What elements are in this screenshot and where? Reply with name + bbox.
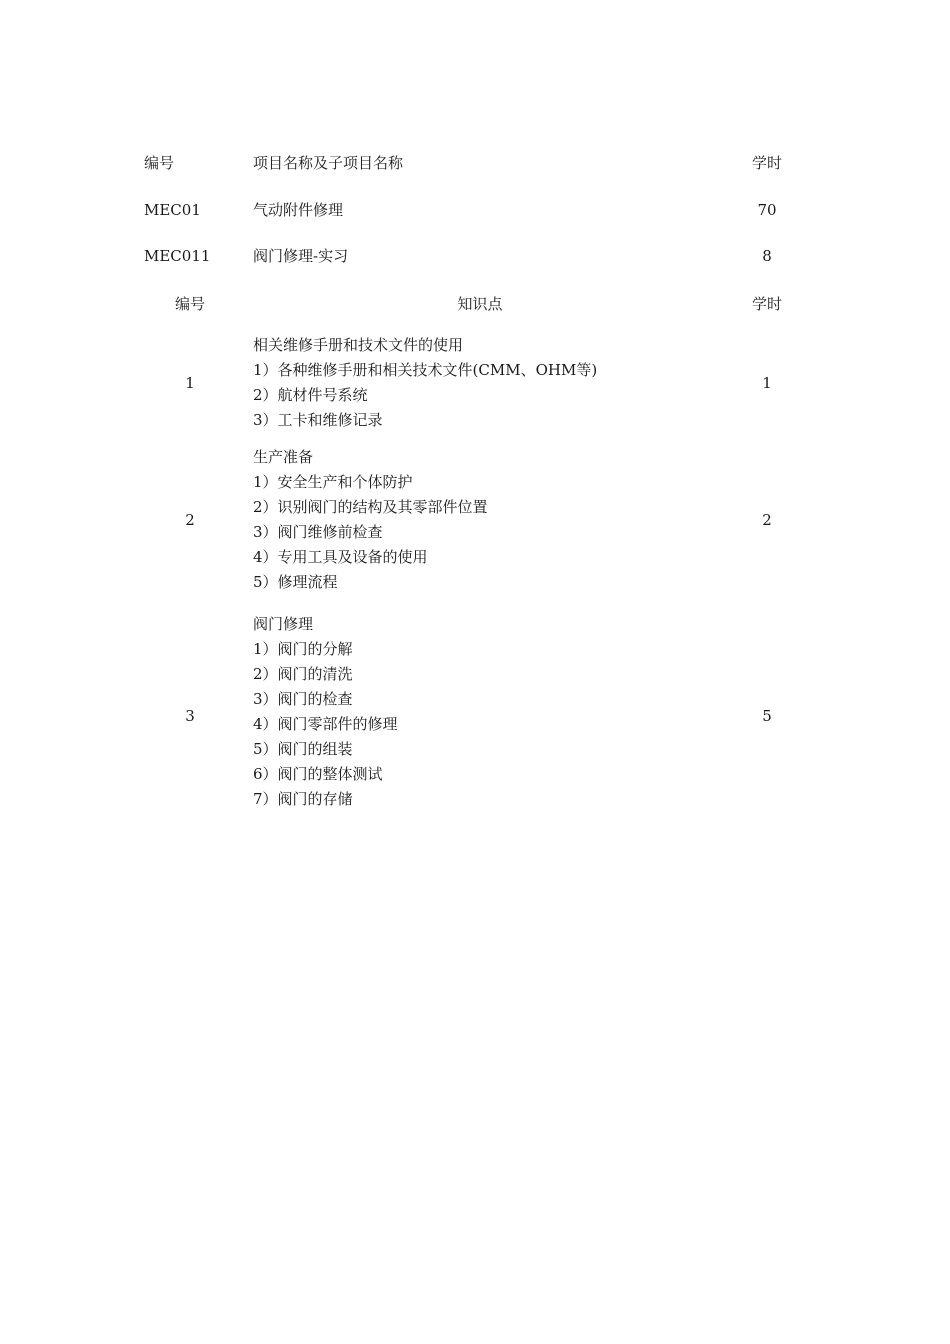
- header-id-label: 编号: [144, 154, 175, 172]
- kp-2-item-4: 4）专用工具及设备的使用: [253, 548, 428, 566]
- kp-3-item-3: 3）阀门的检查: [253, 690, 353, 708]
- kp-2-item-2: 2）识别阀门的结构及其零部件位置: [253, 498, 488, 516]
- kp-3-hours: 5: [762, 707, 772, 725]
- kp-3-item-7: 7）阀门的存储: [253, 790, 353, 808]
- kp-header-kp-label: 知识点: [457, 295, 503, 313]
- project-hours: 70: [757, 201, 777, 219]
- kp-2-num: 2: [185, 511, 195, 529]
- subproject-hours: 8: [762, 247, 772, 265]
- kp-2-item-1: 1）安全生产和个体防护: [253, 473, 413, 491]
- kp-2-hours: 2: [762, 511, 772, 529]
- kp-3-item-1: 1）阀门的分解: [253, 640, 353, 658]
- header-hours-label: 学时: [751, 154, 782, 172]
- kp-1-title: 相关维修手册和技术文件的使用: [253, 336, 464, 354]
- kp-2-block: [253, 445, 488, 595]
- kp-1-item-2: 2）航材件号系统: [253, 386, 368, 404]
- project-name: 气动附件修理: [253, 201, 344, 219]
- kp-1-item-1: 1）各种维修手册和相关技术文件(CMM、OHM等): [253, 361, 598, 379]
- subproject-name: 阀门修理-实习: [253, 247, 349, 265]
- kp-3-item-5: 5）阀门的组装: [253, 740, 353, 758]
- kp-3-title: 阀门修理: [253, 615, 314, 633]
- project-id: MEC01: [144, 201, 201, 219]
- kp-3-item-4: 4）阀门零部件的修理: [253, 715, 398, 733]
- kp-3-num: 3: [185, 707, 195, 725]
- kp-3-item-6: 6）阀门的整体测试: [253, 765, 383, 783]
- kp-2-item-5: 5）修理流程: [253, 573, 338, 591]
- kp-1-block: [253, 333, 597, 433]
- subproject-id: MEC011: [144, 247, 211, 265]
- kp-1-num: 1: [185, 374, 195, 392]
- kp-2-title: 生产准备: [253, 448, 314, 466]
- header-name-label: 项目名称及子项目名称: [253, 154, 404, 172]
- kp-3-item-2: 2）阀门的清洗: [253, 665, 353, 683]
- kp-header-num-label: 编号: [174, 295, 205, 313]
- kp-header-hours-label: 学时: [751, 295, 782, 313]
- kp-2-item-3: 3）阀门维修前检查: [253, 523, 383, 541]
- kp-3-block: [253, 612, 398, 812]
- kp-1-hours: 1: [762, 374, 772, 392]
- kp-1-item-3: 3）工卡和维修记录: [253, 411, 383, 429]
